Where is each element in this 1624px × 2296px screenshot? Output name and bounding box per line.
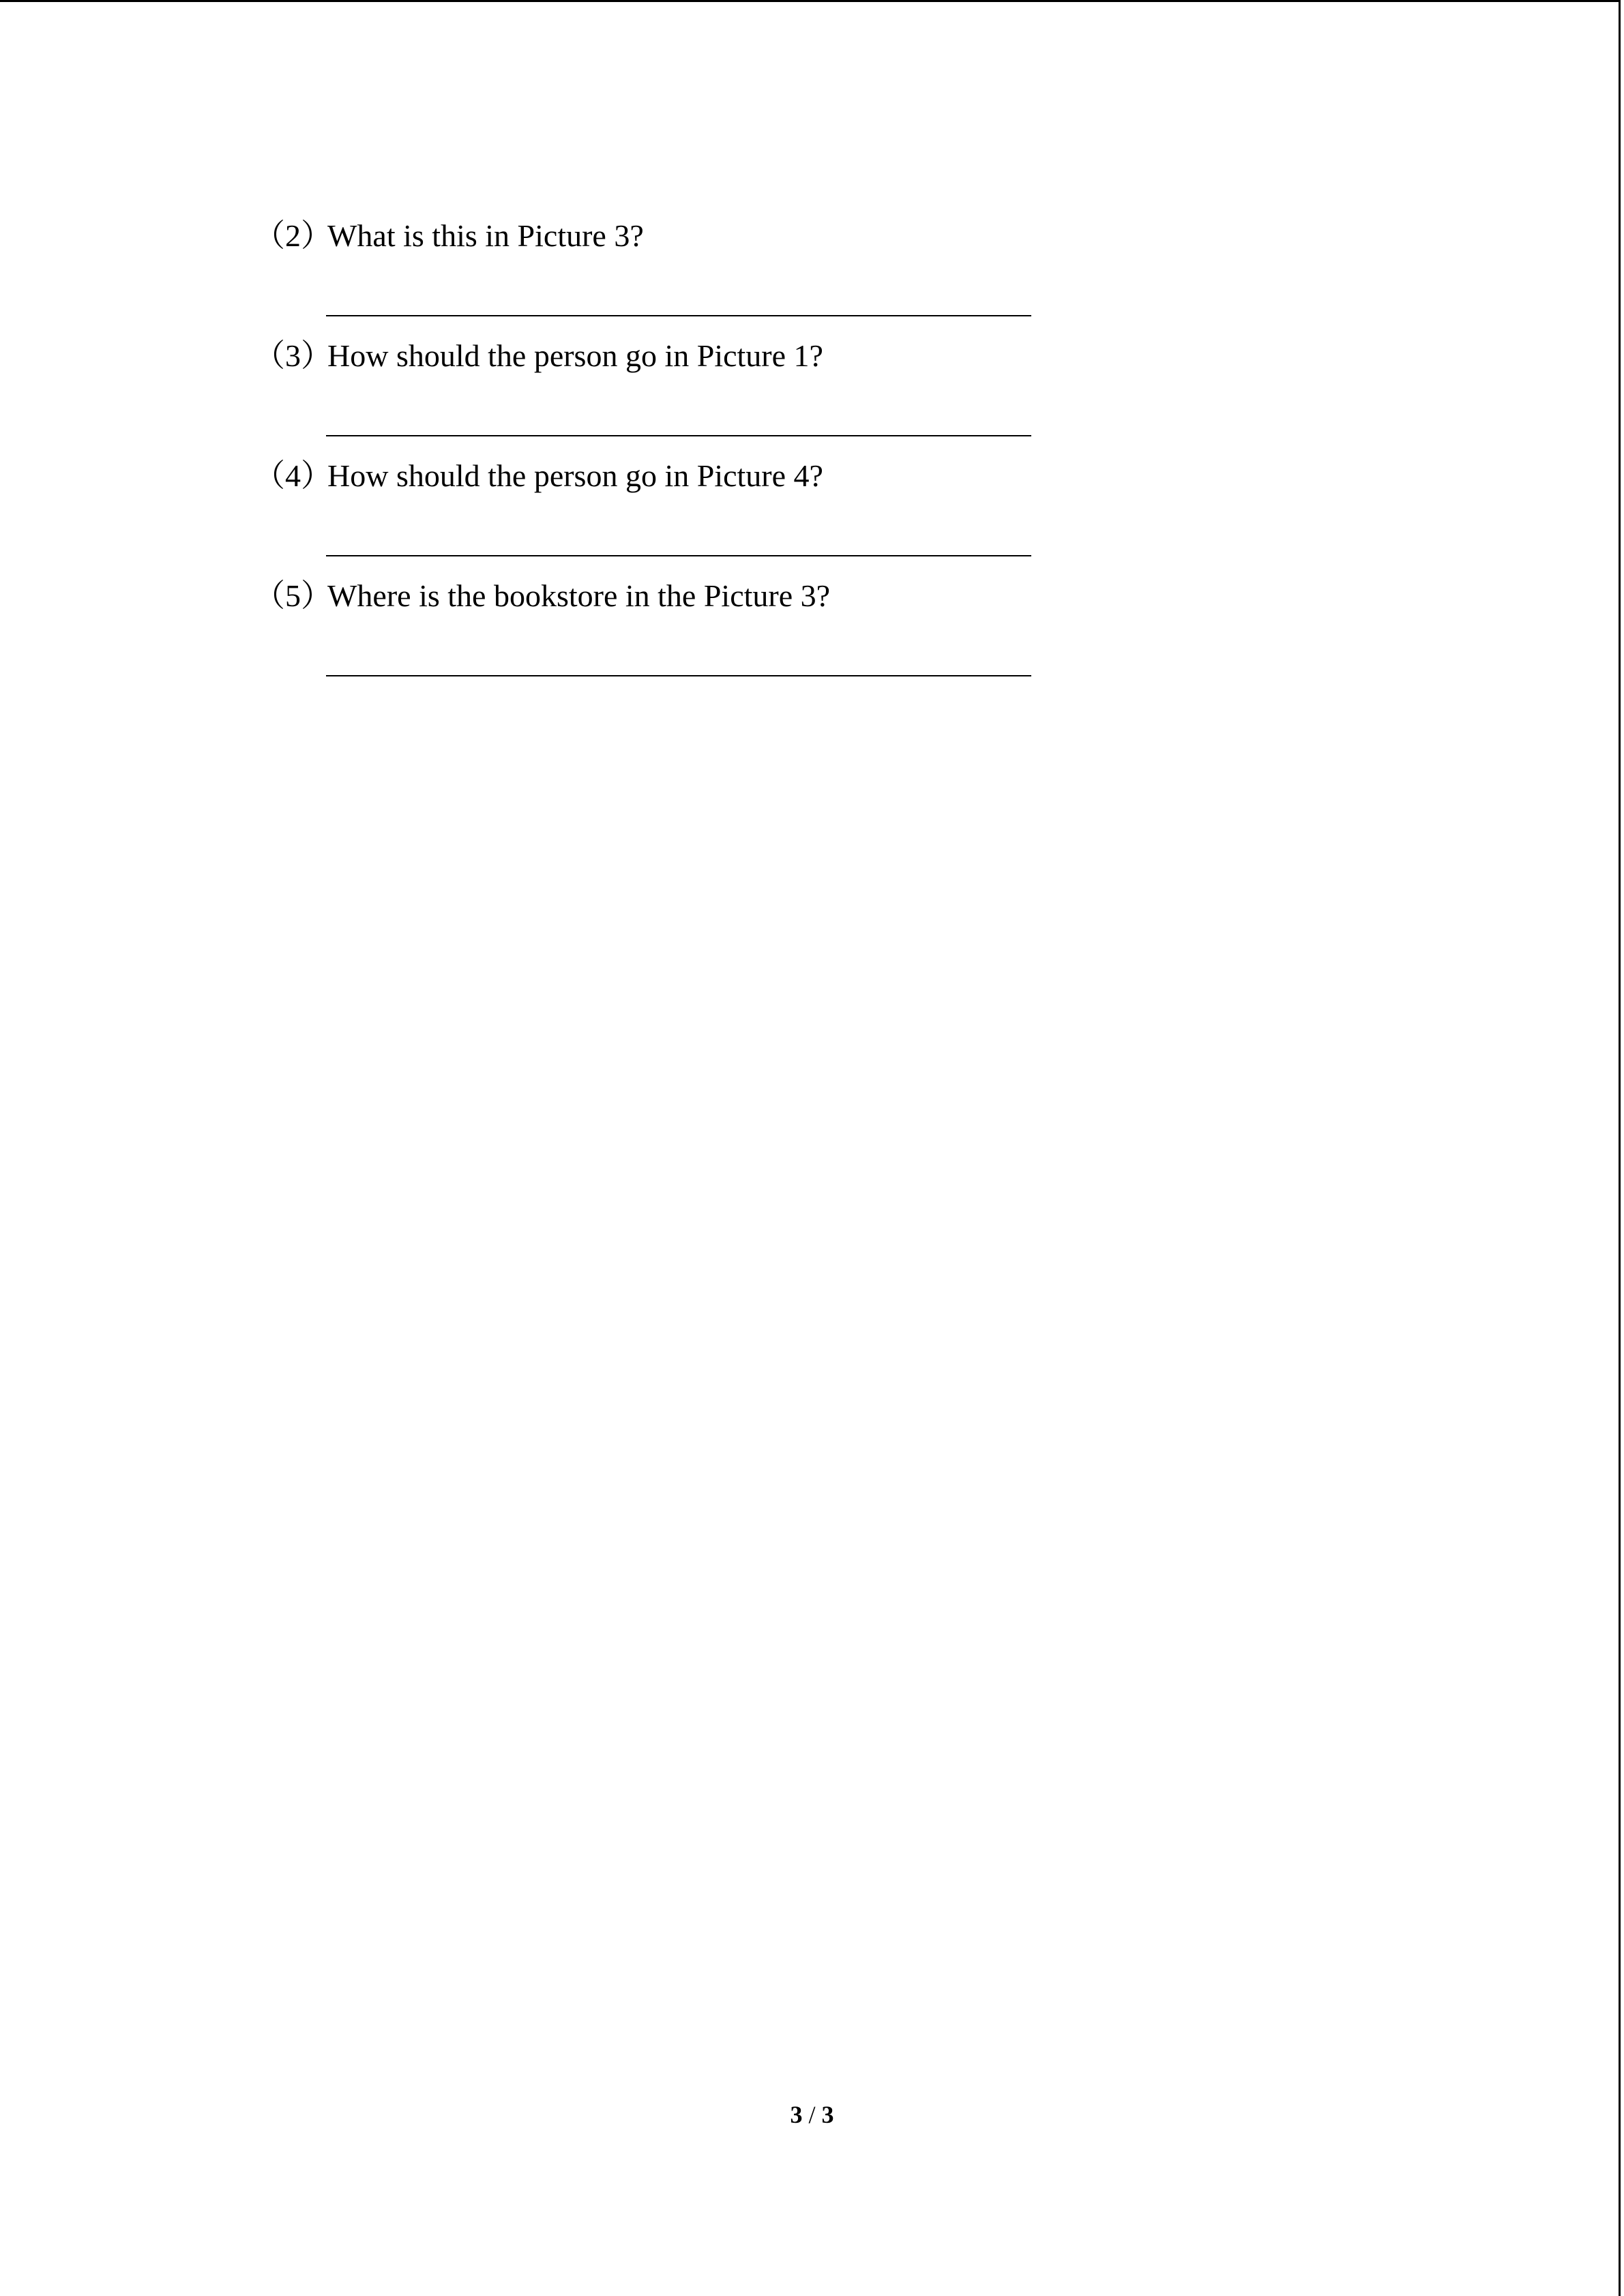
answer-line-4[interactable] <box>326 555 1031 556</box>
page-current: 3 <box>790 2101 803 2128</box>
page-number <box>0 2099 1624 2130</box>
page-separator: / <box>808 2101 816 2128</box>
question-text: What is this in Picture 3? <box>327 218 644 253</box>
question-text: How should the person go in Picture 1? <box>327 338 823 373</box>
question-text: How should the person go in Picture 4? <box>327 458 823 493</box>
question-5 <box>254 576 830 616</box>
answer-line-2[interactable] <box>326 315 1031 316</box>
question-2 <box>254 215 644 256</box>
page-total: 3 <box>821 2101 834 2128</box>
question-3 <box>254 336 823 376</box>
question-number: （4） <box>254 458 332 493</box>
question-4 <box>254 456 823 496</box>
question-text: Where is the bookstore in the Picture 3? <box>327 578 831 613</box>
question-number: （3） <box>254 338 332 373</box>
answer-line-3[interactable] <box>326 435 1031 436</box>
question-number: （5） <box>254 578 332 613</box>
answer-line-5[interactable] <box>326 675 1031 676</box>
question-number: （2） <box>254 218 332 253</box>
